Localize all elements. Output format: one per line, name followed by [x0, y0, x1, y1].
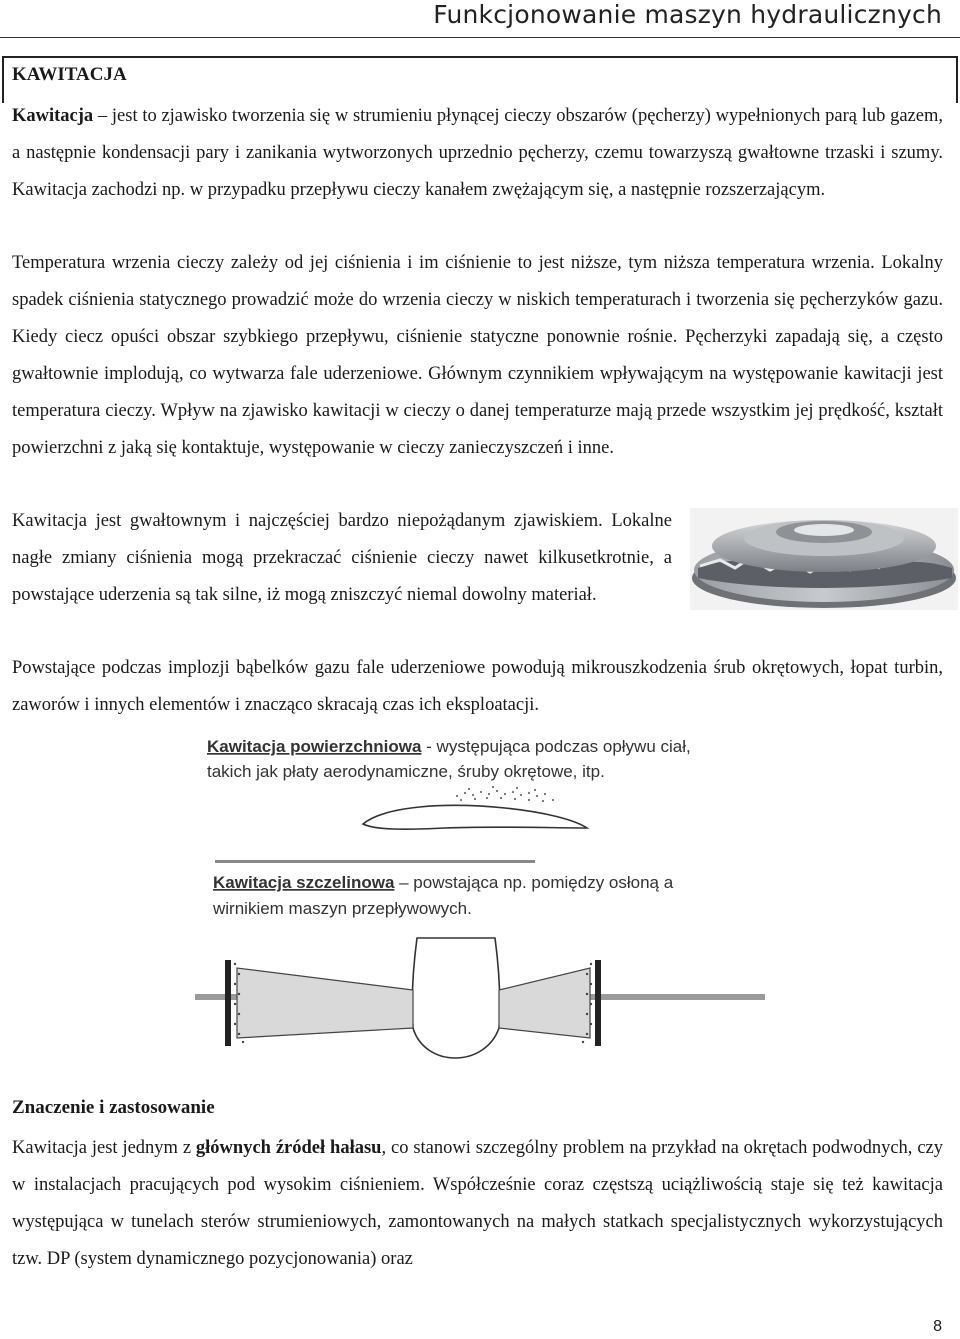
page-header-title: Funkcjonowanie maszyn hydraulicznych	[433, 0, 942, 29]
label-gap-desc: – powstająca np. pomiędzy osłoną a	[394, 873, 674, 892]
label-gap-desc-line2: wirnikiem maszyn przepływowych.	[213, 899, 472, 918]
significance-emphasis: głównych źródeł hałasu	[195, 1138, 382, 1158]
header-divider	[0, 37, 960, 38]
definition-text: – jest to zjawisko tworzenia się w strumieniu płynącej cieczy obszarów (pęcherzy) wypełnionych parą lub gazem, a następnie kondensacji pary i zanikania wytworzonych uprzednio pęcherzy, czemu towarzyszą gwałtowne trzaski i szumy. Kawitacja zachodzi np. w przypadku przepływu cieczy kanałem zwężającym się, a następnie rozszerzającym.	[12, 106, 943, 200]
page-number: 8	[933, 1318, 942, 1335]
paragraph-definition	[12, 98, 943, 209]
paragraph-microdamage: Powstające podczas implozji bąbelków gazu fale uderzeniowe powodują mikrouszkodzenia śrub okrętowych, łopat turbin, zaworów i innych elementów i znacząco skracają czas ich eksploatacji.	[12, 658, 943, 715]
subsection-title: Znaczenie i zastosowanie	[12, 1097, 215, 1118]
section-frame	[2, 56, 958, 103]
airfoil-diagram	[363, 786, 587, 829]
label-surface-cavitation: Kawitacja powierzchniowa	[207, 737, 422, 756]
term-kawitacja: Kawitacja	[12, 106, 94, 126]
significance-intro: Kawitacja jest jednym z	[12, 1138, 196, 1158]
damaged-impeller-photo	[690, 508, 958, 610]
label-surface-desc-line2: takich jak płaty aerodynamiczne, śruby okrętowe, itp.	[207, 762, 605, 781]
section-title: KAWITACJA	[12, 64, 127, 85]
paragraph-temperature: Temperatura wrzenia cieczy zależy od jej ciśnienia i im ciśnienie to jest niższe, tym niższa temperatura wrzenia. Lokalny spadek ciśnienia statycznego prowadzić może do wrzenia cieczy w niskich temperaturach i tworzenia się pęcherzyków gazu. Kiedy ciecz opuści obszar szybkiego przepływu, ciśnienie statyczne ponownie rośnie. Pęcherzyki zapadają się, a często gwałtownie implodują, co wytwarza fale uderzeniowe. Głównym czynnikiem wpływającym na występowanie kawitacji jest temperatura cieczy. Wpływ na zjawisko kawitacji w cieczy o danej temperaturze mają przede wszystkim jej prędkość, kształt powierzchni z jaką się kontaktuje, występowanie w cieczy zanieczyszczeń i inne.	[12, 253, 943, 458]
significance-rest: , co stanowi szczególny problem na przykład na okrętach podwodnych, czy w instalacjach pracujących pod wysokim ciśnieniem. Współcześnie coraz częstszą uciążliwością staje się też kawitacja występująca w tunelach sterów strumieniowych, zamontowanych na małych statkach specjalistycznych wykorzystujących tzw. DP (system dynamicznego pozycjonowania) oraz	[12, 1138, 943, 1269]
cavitation-types-figure	[195, 728, 765, 1088]
paragraph-damage: Kawitacja jest gwałtownym i najczęściej bardzo niepożądanym zjawiskiem. Lokalne nagłe zmiany ciśnienia mogą przekraczać ciśnienie cieczy nawet kilkusetkrotnie, a powstające uderzenia są tak silne, iż mogą zniszczyć niemal dowolny materiał.	[12, 511, 672, 605]
label-surface-desc: - występująca podczas opływu ciał,	[421, 737, 691, 756]
svg-text:Kawitacja szczelinowa – powsta	[213, 873, 674, 892]
label-gap-cavitation: Kawitacja szczelinowa	[213, 873, 395, 892]
propeller-shroud-diagram	[195, 938, 765, 1058]
svg-text:Kawitacja powierzchniowa - w	[207, 737, 691, 756]
paragraph-significance	[12, 1130, 943, 1278]
